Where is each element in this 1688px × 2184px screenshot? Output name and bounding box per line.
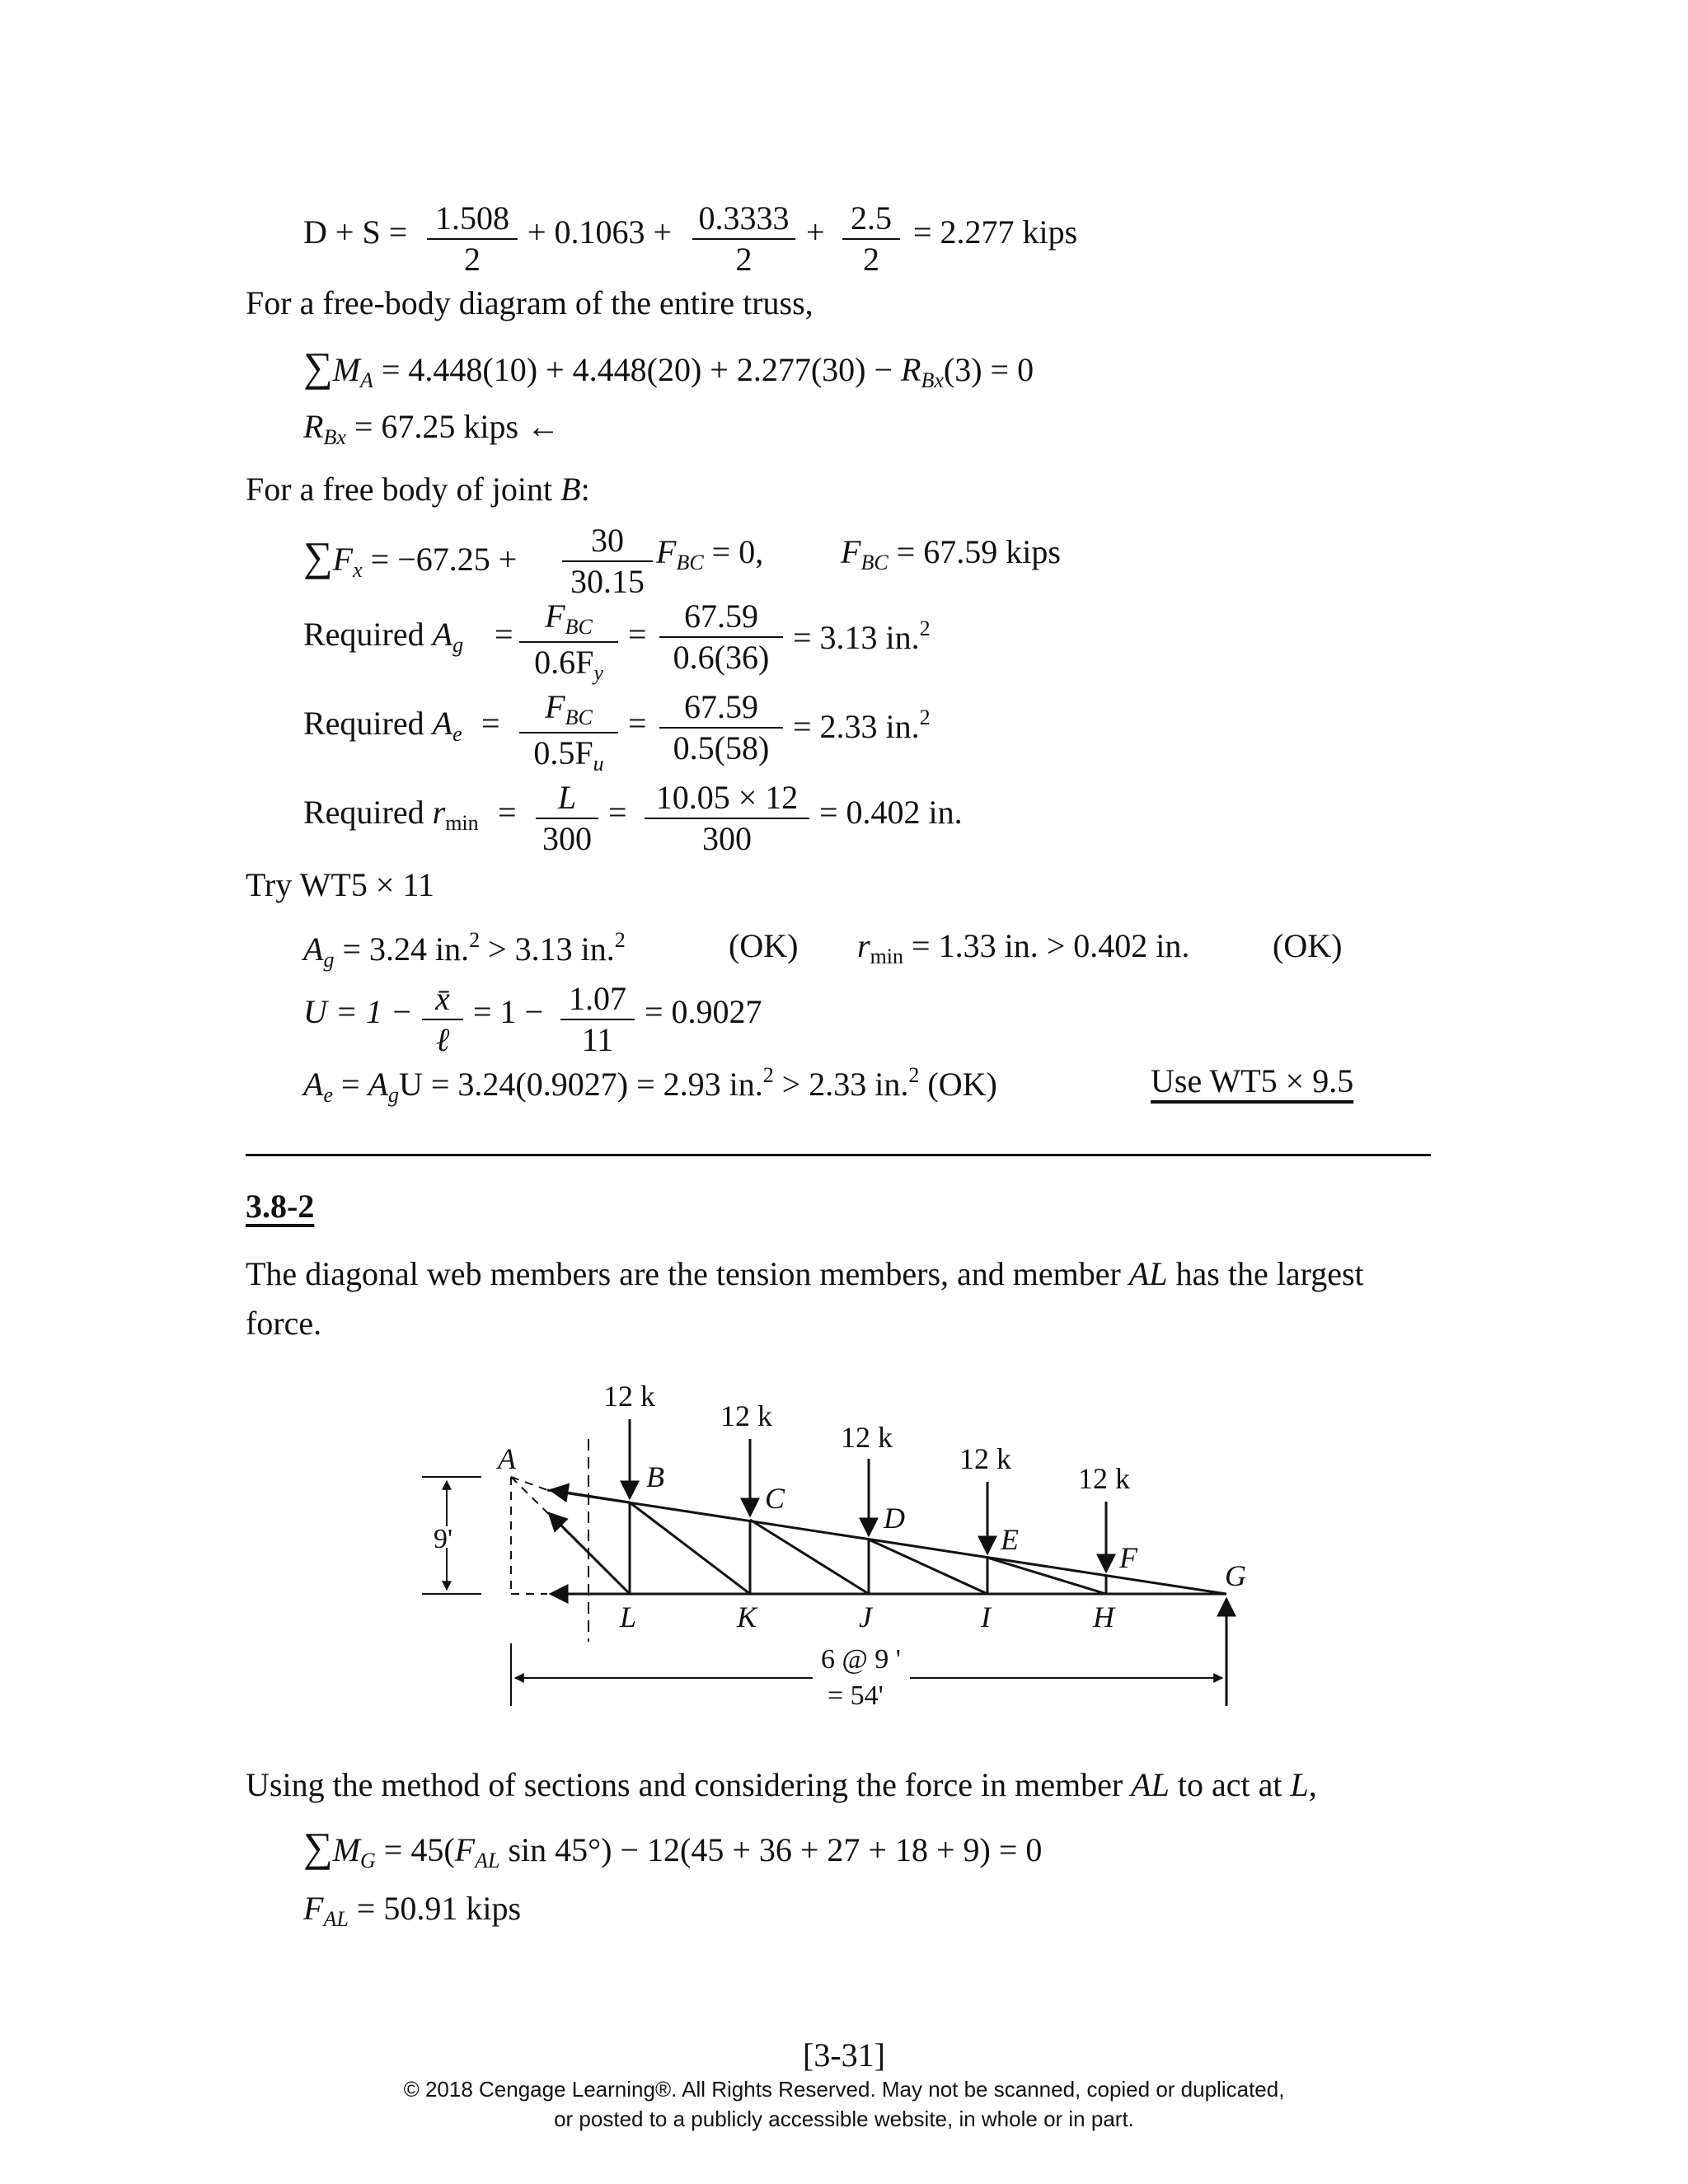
node-label-c: C — [765, 1482, 785, 1515]
text-try-section: Try WT5 × 11 — [246, 866, 434, 903]
height-dim-label: 9' — [434, 1524, 453, 1554]
node-label-g: G — [1225, 1559, 1246, 1592]
eq-ds-frac-2: $\frac{0.3333}{2}$ — [692, 202, 795, 276]
eq-reaction-bx: $R_{Bx} = 67.25$ kips ← — [303, 408, 560, 449]
force-arrow-top — [551, 1490, 630, 1502]
load-label-d: 12 k — [841, 1421, 893, 1454]
node-label-a: A — [498, 1442, 516, 1475]
load-label-c: 12 k — [720, 1399, 772, 1432]
node-label-f: F — [1119, 1541, 1137, 1574]
node-label-j: J — [859, 1601, 872, 1633]
node-label-e: E — [1001, 1523, 1019, 1556]
text-joint-b: For a free body of joint B: — [246, 471, 590, 508]
page-number: [3-31] — [803, 2036, 885, 2074]
span-dim-label-1: 6 @ 9 ' — [821, 1644, 901, 1675]
copyright-line-1: © 2018 Cengage Learning®. All Rights Reserved. May not be scanned, copied or duplicated, — [403, 2077, 1285, 2102]
eq-sum-moment-g: $\sum M_G = 45(F_{AL}$ sin 45°) − 12(45 + 36 + 27 + 18 + 9) = 0 — [303, 1824, 1043, 1872]
span-dim-label-2: = 54' — [828, 1680, 884, 1711]
node-label-d: D — [884, 1502, 905, 1535]
use-section-answer: Use WT5 × 9.5 — [1151, 1062, 1354, 1099]
diagonal-bk — [630, 1502, 750, 1594]
eq-force-al: $F_{AL} = 50.91$ kips — [303, 1890, 522, 1931]
diagonal-eh — [987, 1558, 1106, 1594]
node-label-b: B — [646, 1460, 664, 1493]
problem-heading: 3.8-2 — [246, 1188, 315, 1225]
load-label-e: 12 k — [959, 1442, 1011, 1475]
dashed-top-link — [511, 1477, 547, 1490]
copyright-line-2: or posted to a publicly accessible website, in whole or in part. — [554, 2107, 1134, 2131]
eq-sum-moment-a: $\sum M_A = 4.448(10) + 4.448(20) + 2.277(30) - R_{Bx}(3) = 0$ — [303, 344, 1034, 392]
eq-fx-frac: $\frac{30}{30.15}$ — [562, 524, 653, 598]
load-label-b: 12 k — [603, 1380, 655, 1413]
load-label-f: 12 k — [1078, 1462, 1130, 1495]
force-arrow-diagonal — [549, 1513, 630, 1594]
text-fbd-truss: For a free-body diagram of the entire truss, — [246, 284, 814, 321]
eq-ds-lhs: D + S = — [303, 213, 408, 251]
node-label-l: L — [620, 1601, 637, 1633]
eq-ds-frac-3: $\frac{2.5}{2}$ — [842, 202, 900, 276]
text-diagonal-line-2: force. — [246, 1305, 322, 1342]
node-label-h: H — [1093, 1601, 1114, 1633]
eq-ds-frac-1: $\frac{1.508}{2}$ — [427, 202, 518, 276]
text-method-of-sections: Using the method of sections and considering the force in member AL to act at L, — [246, 1766, 1317, 1803]
text-diagonal-line-1: The diagonal web members are the tension members, and member AL has the largest — [246, 1255, 1364, 1292]
node-label-k: K — [737, 1601, 757, 1633]
node-label-i: I — [981, 1601, 991, 1633]
